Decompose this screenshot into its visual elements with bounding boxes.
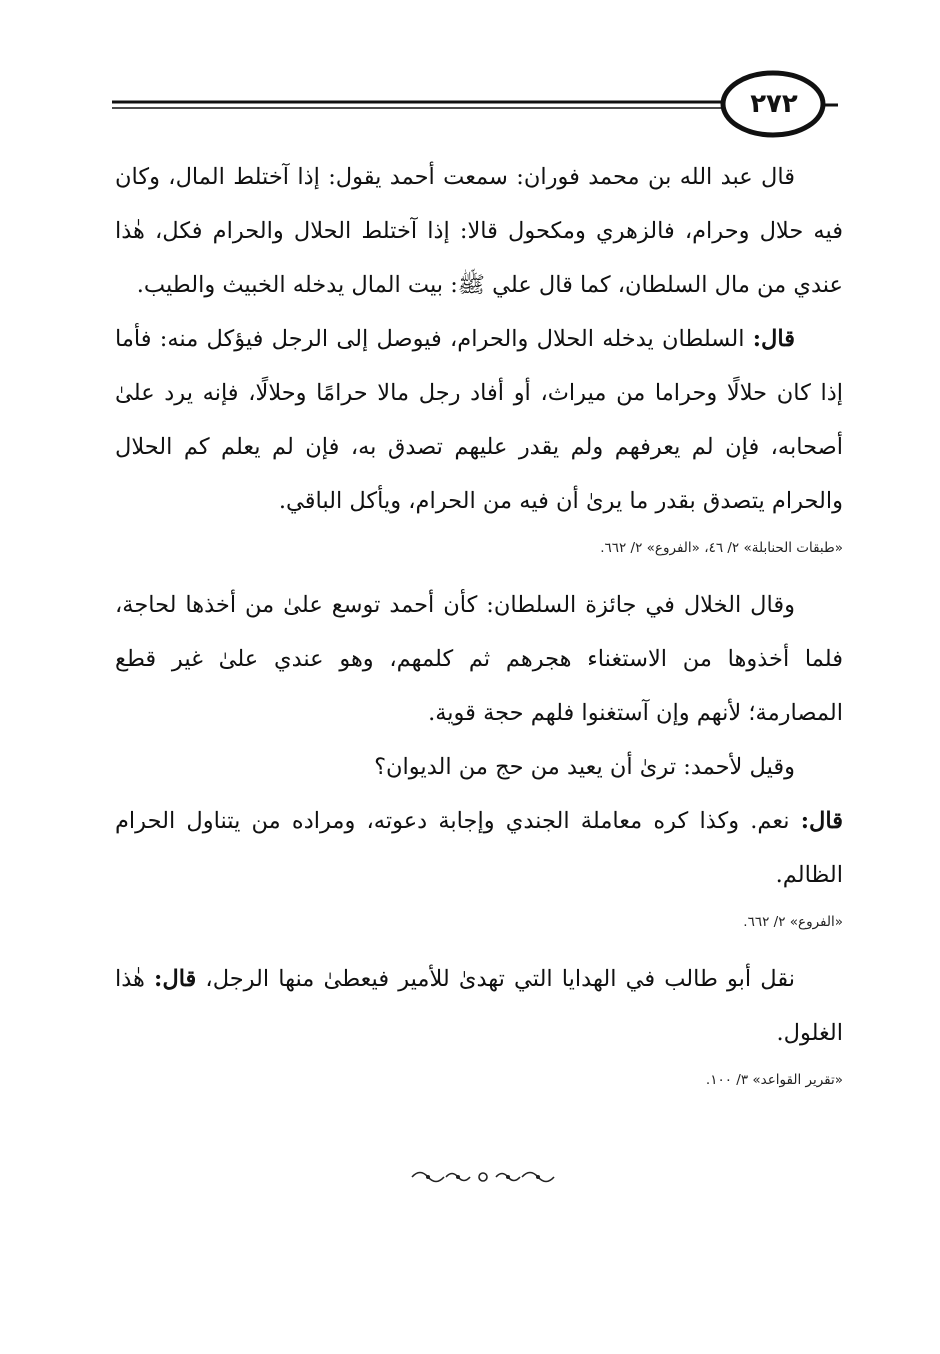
paragraph-6 bbox=[115, 952, 843, 1060]
paragraph-6-end: هٰذا الغلول. bbox=[115, 966, 843, 1046]
source-citation-1: «طبقات الحنابلة» ٢/ ٤٦، «الفروع» ٢/ ٦٦٢. bbox=[600, 540, 843, 556]
page-header bbox=[112, 70, 838, 140]
paragraph-4: وقيل لأحمد: ترىٰ أن يعيد من حج من الديوان؟ bbox=[374, 754, 795, 780]
paragraph-5 bbox=[115, 794, 843, 902]
paragraph-5-text: نعم. وكذا كره معاملة الجندي وإجابة دعوته، ومراده من يتناول الحرام الظالم. bbox=[115, 808, 843, 888]
source-citation-2: «الفروع» ٢/ ٦٦٢. bbox=[743, 914, 843, 930]
paragraph-1: قال عبد الله بن محمد فوران: سمعت أحمد يقول: إذا آختلط المال، وكان فيه حلال وحرام، فالزهري ومكحول قالا: إذا آختلط الحلال والحرام فكل، هٰذا عندي من مال السلطان، كما قال علي ﷺ: بيت المال يدخله الخبيث والطيب. bbox=[115, 164, 843, 298]
floral-divider-icon bbox=[408, 1166, 558, 1188]
paragraph-3: وقال الخلال في جائزة السلطان: كأن أحمد توسع علىٰ من أخذها لحاجة، فلما أخذوها من الاستغناء هجرهم ثم كلمهم، وهو عندي علىٰ غير قطع المصارمة؛ لأنهم وإن آستغنوا فلهم حجة قوية. bbox=[115, 592, 843, 726]
paragraph-2 bbox=[115, 312, 843, 528]
speaker-label: قال: bbox=[800, 808, 843, 834]
speaker-label: قال: bbox=[752, 326, 795, 352]
page-number: ٢٧٢ bbox=[750, 89, 798, 119]
paragraph-2-text: السلطان يدخله الحلال والحرام، فيوصل إلى الرجل فيؤكل منه: فأما إذا كان حلالًا وحراما من ميراث، أو أفاد رجل مالا حرامًا وحلالًا، فإنه يرد علىٰ أصحابه، فإن لم يعرفهم ولم يقدر عليهم تصدق به، فإن لم يعلم كم الحلال والحرام يتصدق بقدر ما يرىٰ أن فيه من الحرام، ويأكل الباقي. bbox=[115, 326, 843, 514]
paragraph-6-text: نقل أبو طالب في الهدايا التي تهدىٰ للأمير فيعطىٰ منها الرجل، bbox=[196, 966, 795, 992]
speaker-label: قال: bbox=[154, 966, 197, 992]
source-citation-3: «تقرير القواعد» ٣/ ١٠٠. bbox=[705, 1072, 843, 1088]
page-body bbox=[115, 150, 843, 1110]
